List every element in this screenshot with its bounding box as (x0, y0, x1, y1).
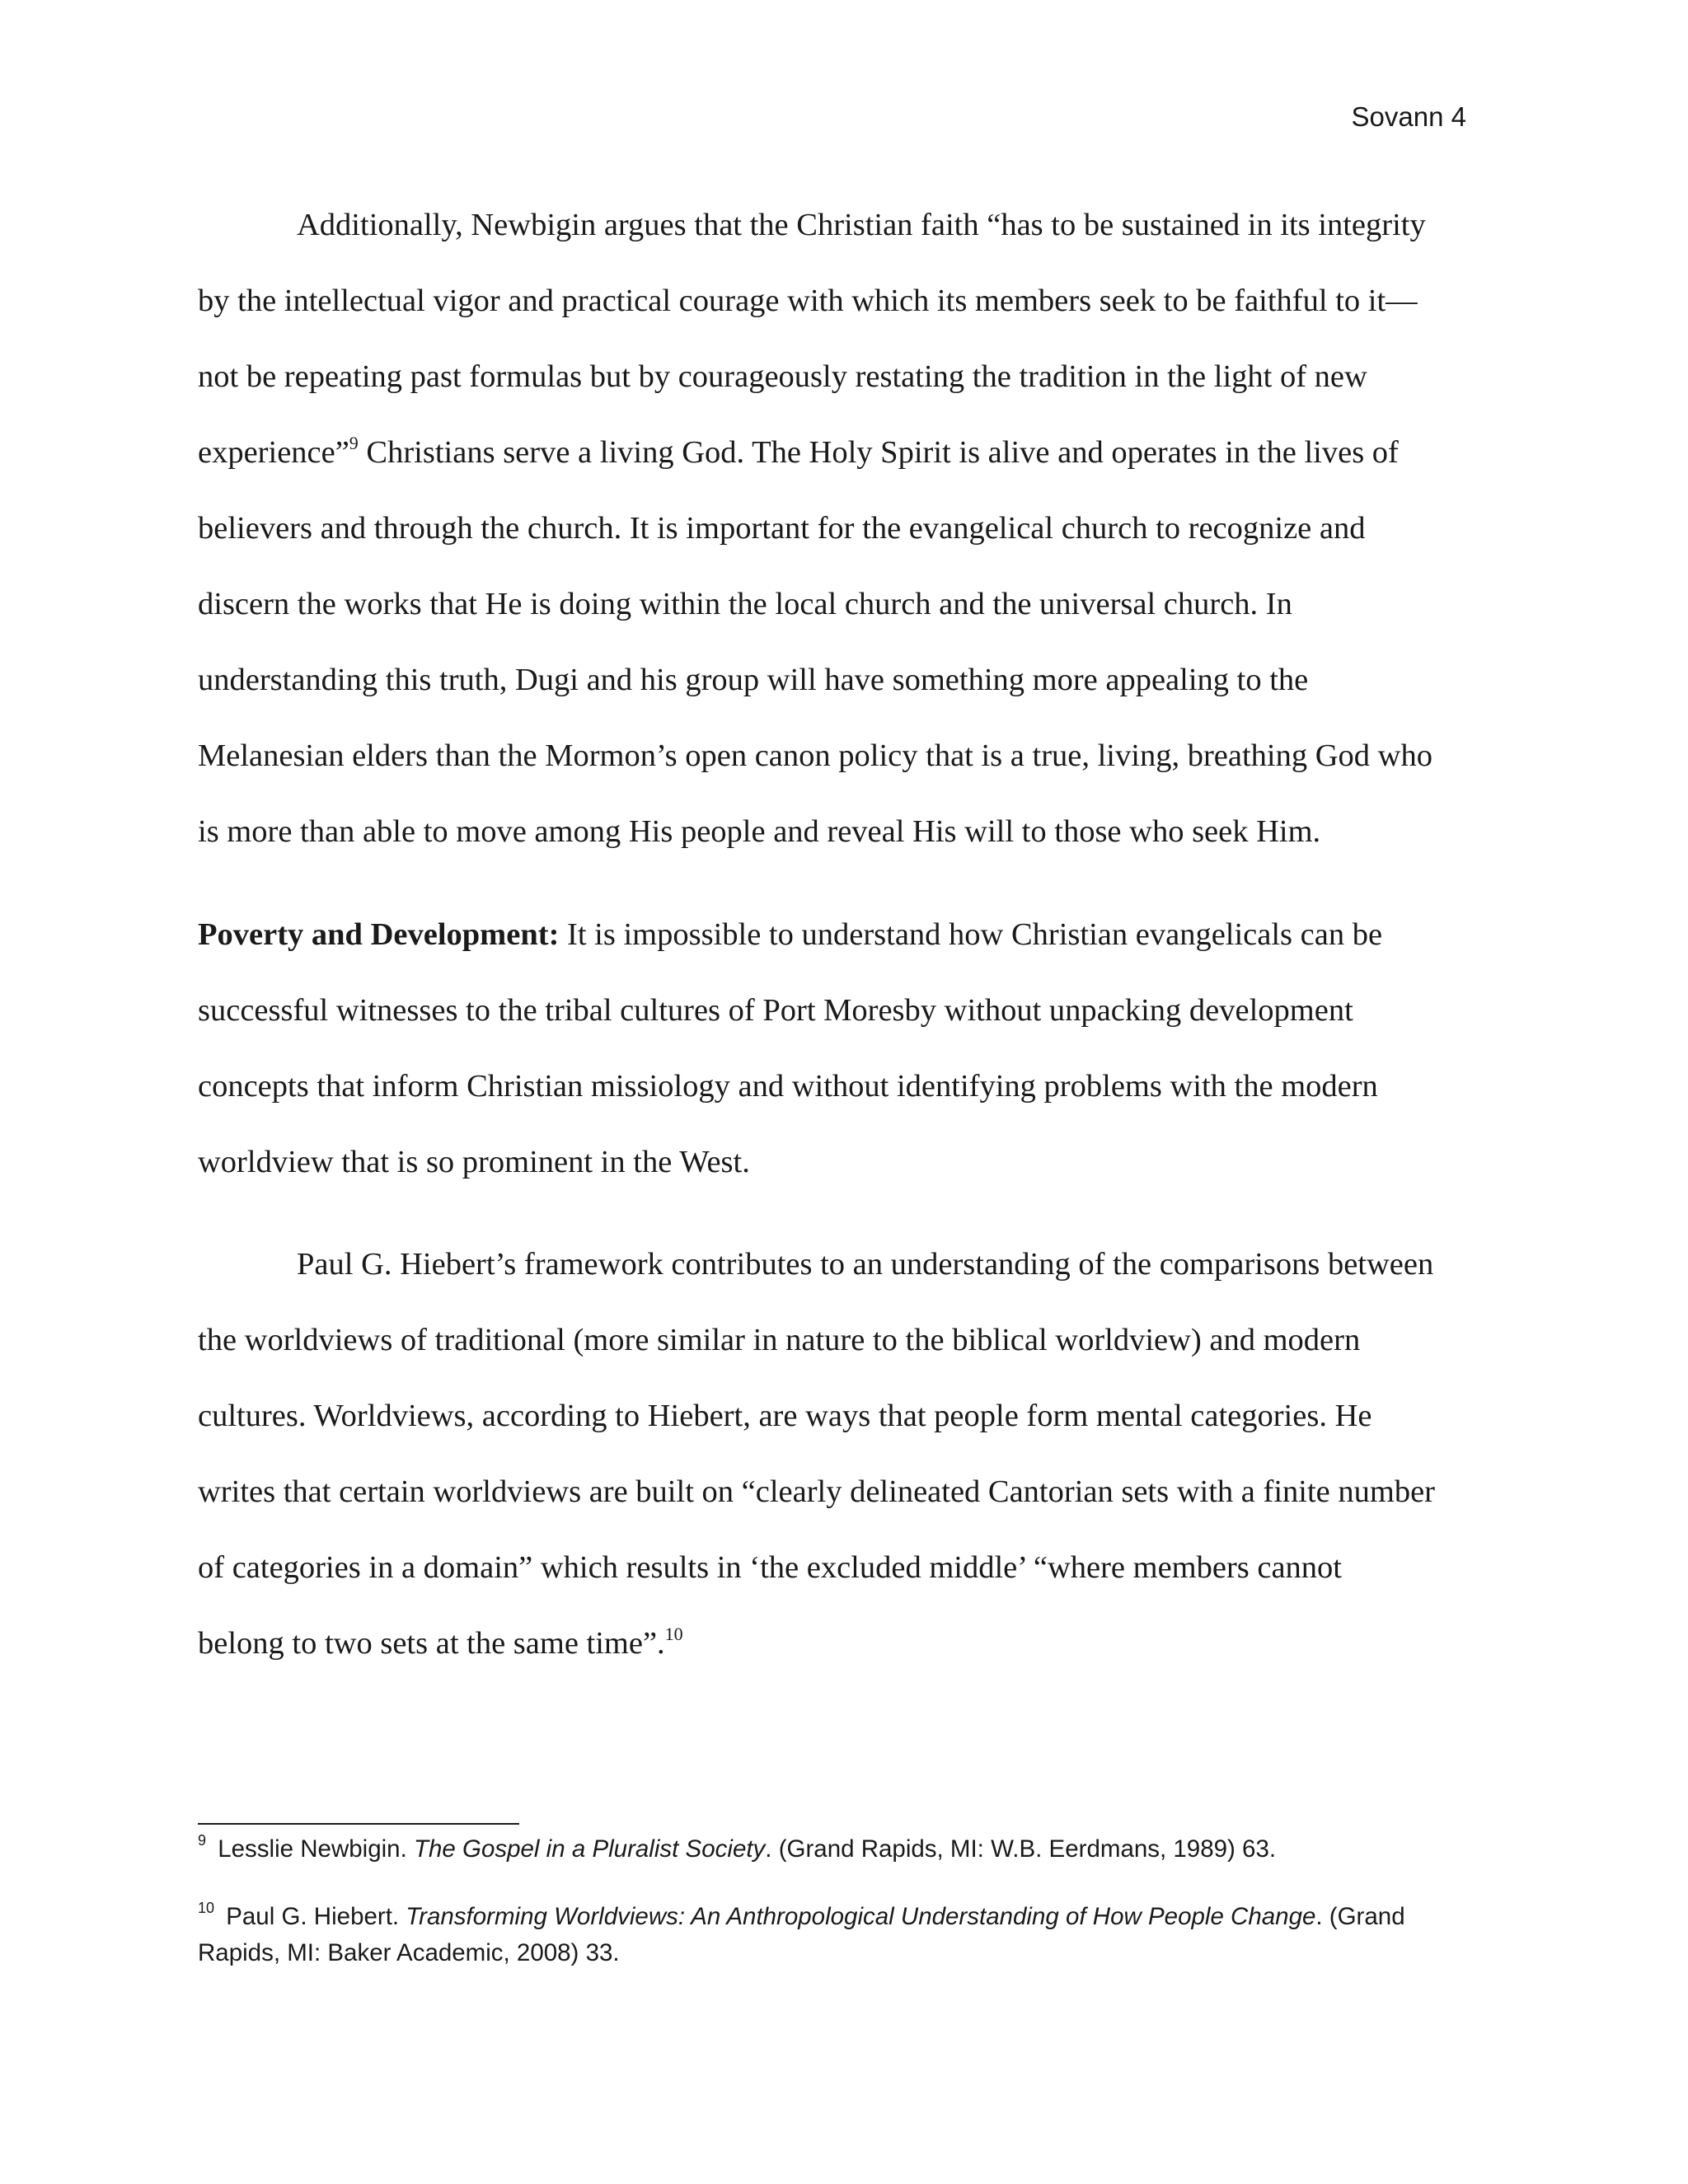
text-line: is more than able to move among His people and reveal His will to those who seek Him. (198, 814, 1321, 849)
text-line: concepts that inform Christian missiology and without identifying problems with the modern (198, 1069, 1378, 1104)
paragraph-3 (198, 1226, 1492, 1681)
footnote-publication: . (Grand (1315, 1903, 1405, 1930)
footnote-author: Lesslie Newbigin. (211, 1835, 414, 1863)
text-line: writes that certain worldviews are built on “clearly delineated Cantorian sets with a finite number (198, 1474, 1435, 1509)
text-line: by the intellectual vigor and practical courage with which its members seek to be faithful to it— (198, 284, 1418, 318)
text-line: discern the works that He is doing within the local church and the universal church. In (198, 587, 1292, 621)
text-line: Melanesian elders than the Mormon’s open canon policy that is a true, living, breathing God who (198, 738, 1432, 773)
paragraph-2 (198, 897, 1492, 1200)
text-fragment: experience” (198, 435, 349, 470)
footnote-9 (198, 1831, 1276, 1868)
text-line: Paul G. Hiebert’s framework contributes to an understanding of the comparisons between (297, 1247, 1434, 1282)
footnote-author: Paul G. Hiebert. (219, 1903, 406, 1930)
footnote-publication: Rapids, MI: Baker Academic, 2008) 33. (198, 1939, 620, 1966)
footnote-title: Transforming Worldviews: An Anthropological Understanding of How People Change (406, 1903, 1316, 1930)
text-line: worldview that is so prominent in the West. (198, 1145, 750, 1179)
footnote-title: The Gospel in a Pluralist Society (413, 1835, 766, 1863)
text-fragment: belong to two sets at the same time”. (198, 1626, 665, 1661)
footnote-10-continued (198, 1935, 620, 1971)
text-line: successful witnesses to the tribal cultures of Port Moresby without unpacking development (198, 993, 1353, 1028)
section-heading: Poverty and Development: (198, 917, 560, 952)
text-line (198, 897, 1492, 972)
text-line: the worldviews of traditional (more similar in nature to the biblical worldview) and modern (198, 1323, 1361, 1357)
text-fragment: It is impossible to understand how Christian evangelicals can be (559, 917, 1383, 952)
text-line: cultures. Worldviews, according to Hiebert, are ways that people form mental categories. He (198, 1399, 1372, 1433)
footnote-publication: . (Grand Rapids, MI: W.B. Eerdmans, 1989) 63. (765, 1835, 1277, 1863)
text-line: understanding this truth, Dugi and his group will have something more appealing to the (198, 663, 1309, 697)
page-header: Sovann 4 (1351, 101, 1466, 132)
text-line: of categories in a domain” which results in ‘the excluded middle’ “where members cannot (198, 1550, 1342, 1585)
paragraph-1 (198, 187, 1492, 869)
footnote-reference-9: 9 (349, 433, 359, 454)
text-line: believers and through the church. It is important for the evangelical church to recognize and (198, 511, 1366, 546)
text-line: Additionally, Newbigin argues that the Christian faith “has to be sustained in its integrity (297, 208, 1426, 242)
footnote-separator (198, 1823, 519, 1825)
text-line: not be repeating past formulas but by courageously restating the tradition in the light of new (198, 359, 1367, 394)
footnote-number: 9 (198, 1832, 207, 1849)
text-fragment: Christians serve a living God. The Holy Spirit is alive and operates in the lives of (358, 435, 1399, 470)
text-line (198, 415, 1492, 490)
footnote-number: 10 (198, 1900, 215, 1917)
footnote-reference-10: 10 (664, 1624, 683, 1645)
footnote-10 (198, 1899, 1405, 1935)
text-line (198, 1605, 1492, 1681)
